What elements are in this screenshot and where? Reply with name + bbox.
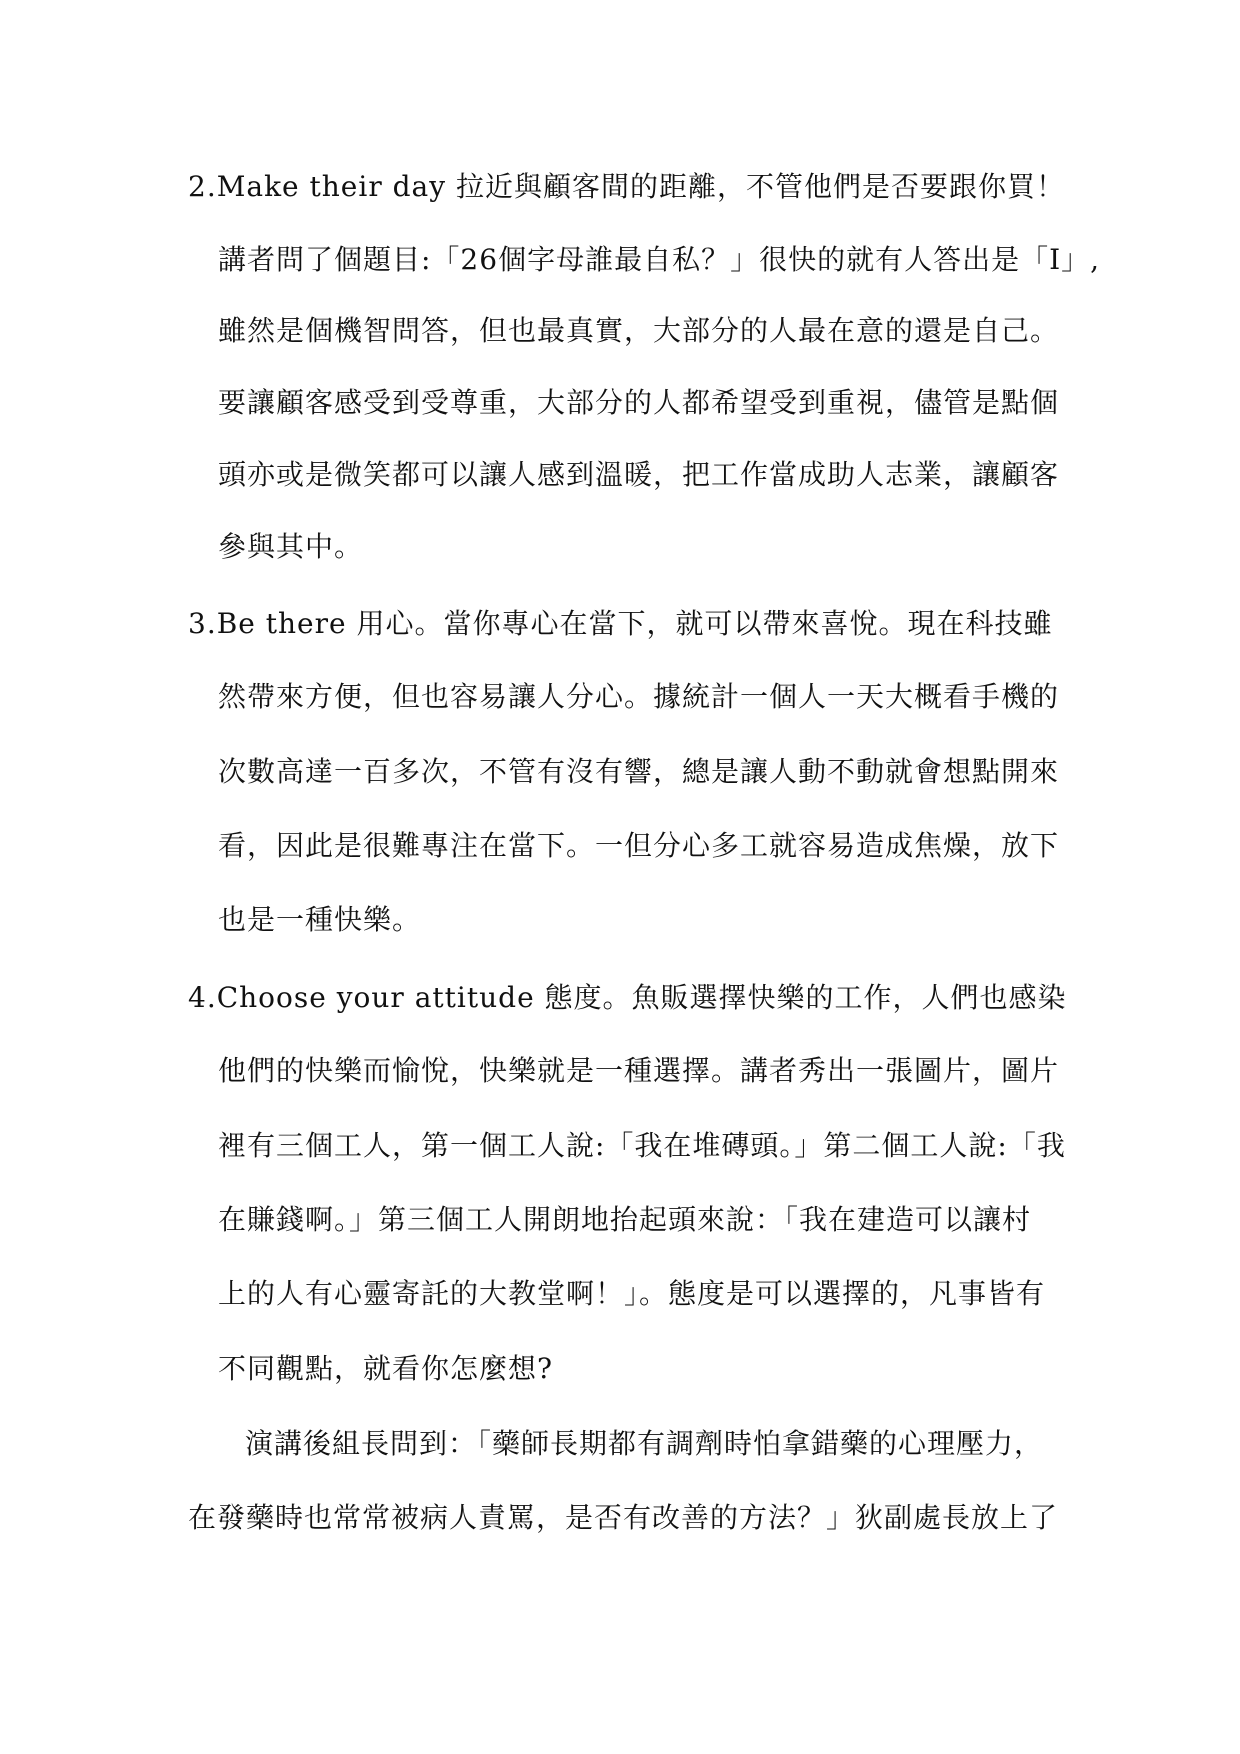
body-line: 頭亦或是微笑都可以讓人感到溫暖，把工作當成助人志業，讓顧客 (218, 458, 1060, 491)
body-line: 然帶來方便，但也容易讓人分心。據統計一個人一天大概看手機的 (218, 680, 1060, 713)
body-line: 參與其中。 (218, 530, 364, 563)
body-line: 次數高達一百多次，不管有沒有響，總是讓人動不動就會想點開來 (218, 755, 1060, 788)
paragraph-line: 在發藥時也常常被病人責罵，是否有改善的方法？」狄副處長放上了 (188, 1501, 1059, 1534)
body-line: 上的人有心靈寄託的大教堂啊！」。態度是可以選擇的，凡事皆有 (218, 1277, 1046, 1310)
body-line: 不同觀點，就看你怎麼想? (218, 1352, 554, 1385)
body-line: 裡有三個工人，第一個工人說:「我在堆磚頭。」第二個工人說:「我 (218, 1129, 1066, 1162)
body-line: 在賺錢啊。」第三個工人開朗地抬起頭來說：「我在建造可以讓村 (218, 1203, 1032, 1236)
body-line: 也是一種快樂。 (218, 903, 422, 936)
body-line: 看，因此是很難專注在當下。一但分心多工就容易造成焦燥，放下 (218, 829, 1060, 862)
body-line: 要讓顧客感受到受尊重，大部分的人都希望受到重視，儘管是點個 (218, 386, 1060, 419)
list-item-2-heading: 2.Make their day 拉近與顧客間的距離，不管他們是否要跟你買！ (188, 170, 1065, 203)
body-line: 他們的快樂而愉悅，快樂就是一種選擇。講者秀出一張圖片，圖片 (218, 1054, 1060, 1087)
list-item-3-heading: 3.Be there 用心。當你專心在當下，就可以帶來喜悅。現在科技雖 (188, 607, 1053, 640)
list-item-4-heading: 4.Choose your attitude 態度。魚販選擇快樂的工作，人們也感染 (188, 981, 1067, 1014)
body-line: 雖然是個機智問答，但也最真實，大部分的人最在意的還是自己。 (218, 314, 1060, 347)
body-line: 講者問了個題目:「26個字母誰最自私？」很快的就有人答出是「I」, (218, 243, 1101, 276)
paragraph-first-line: 演講後組長問到：「藥師長期都有調劑時怕拿錯藥的心理壓力， (245, 1427, 1044, 1460)
